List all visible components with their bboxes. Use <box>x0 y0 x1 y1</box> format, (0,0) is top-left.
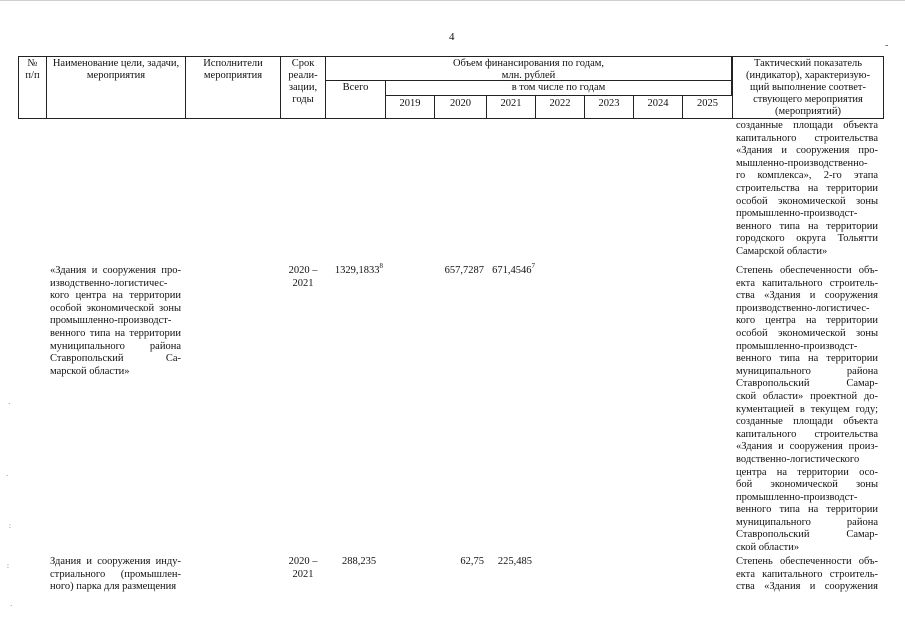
indicator-line: капитального строительства <box>736 132 878 144</box>
indicator-line: Ставропольский Самар- <box>736 378 878 390</box>
header-num: № п/п <box>18 56 47 119</box>
row3-total: 288,235 <box>342 556 377 567</box>
indicator-line: Степень обеспеченности объ- <box>736 556 878 567</box>
row2-2021 <box>488 261 535 278</box>
header-year-2024: 2024 <box>633 95 683 119</box>
name-line: марской области» <box>50 365 130 377</box>
scan-speck: : <box>7 562 9 570</box>
indicator-line: промышленно-производст- <box>736 491 858 503</box>
y2021-value: 671,4546 <box>492 265 532 276</box>
header-indicator: Тактический показатель (индикатор), характеризую- щий выполнение соответ- ствующего мероприятия (мероприятий) <box>732 56 884 119</box>
indicator-line: центра на территории осо- <box>736 466 878 478</box>
row2-name <box>50 265 181 378</box>
header-year-2021: 2021 <box>486 95 536 119</box>
indicator-line: муниципального района <box>736 365 878 377</box>
name-line: Здания и сооружения инду- <box>50 556 181 567</box>
header-year-2023: 2023 <box>584 95 634 119</box>
scan-speck: : <box>9 522 11 530</box>
name-line: особой экономической зоны <box>50 302 181 314</box>
indicator-line: Ставропольский Самар- <box>736 529 878 541</box>
indicator-line: венного типа на территории <box>736 353 878 365</box>
indicator-line: промышленно-производст- <box>736 340 858 352</box>
name-line: кого центра на территории <box>50 290 181 302</box>
name-line: стриального (промышлен- <box>50 568 181 580</box>
row2-term: 2020 – 2021 <box>288 265 318 289</box>
footnote-mark: 7 <box>531 261 535 270</box>
indicator-line: «Здания и сооружения про- <box>736 145 878 157</box>
indicator-line: промышленно-производст- <box>736 208 858 220</box>
row3-2021: 225,485 <box>497 556 532 567</box>
row3-indicator <box>736 556 878 594</box>
indicator-line: екта капитального строитель- <box>736 277 878 289</box>
indicator-line: мышленно-производственно- <box>736 157 868 169</box>
name-line: изводственно-логистичес- <box>50 277 168 289</box>
row3-2020: 62,75 <box>460 556 484 567</box>
indicator-line: ства «Здания и сооружения <box>736 290 878 302</box>
indicator-line: созданные площади объекта <box>736 120 878 131</box>
page-number: 4 <box>449 31 455 43</box>
total-value: 1329,1833 <box>334 265 380 276</box>
scan-speck: · <box>8 400 11 408</box>
row2-2020: 657,7287 <box>444 265 484 276</box>
name-line: «Здания и сооружения про- <box>50 265 181 276</box>
header-year-2020: 2020 <box>434 95 487 119</box>
header-term: Срок реали- зации, годы <box>280 56 326 119</box>
indicator-line: строительства на территории <box>736 182 878 194</box>
header-year-2019: 2019 <box>385 95 435 119</box>
indicator-line: Степень обеспеченности объ- <box>736 265 878 276</box>
indicator-line: ской области» проектной до- <box>736 390 878 402</box>
indicator-line: венного типа на территории <box>736 220 878 232</box>
indicator-line: «Здания и сооружения произ- <box>736 441 878 453</box>
header-name: Наименование цели, задачи, мероприятия <box>46 56 186 119</box>
indicator-line: бой экономической зоны <box>736 479 878 491</box>
header-year-2025: 2025 <box>682 95 733 119</box>
name-line: промышленно-производст- <box>50 315 172 327</box>
indicator-line: особой экономической зоны <box>736 195 878 207</box>
row1-indicator <box>736 120 878 259</box>
header-executors: Исполнители мероприятия <box>185 56 281 119</box>
indicator-line: ской области» <box>736 542 800 554</box>
indicator-line: Самарской области» <box>736 245 828 257</box>
indicator-line: производственно-логистичес- <box>736 302 870 314</box>
indicator-line: созданные площади объекта <box>736 416 878 428</box>
indicator-line: водственно-логистического <box>736 453 860 465</box>
indicator-line: кого центра на территории <box>736 315 878 327</box>
scan-top-edge <box>0 0 905 1</box>
header-funding: Объем финансирования по годам, млн. рублей <box>325 56 732 81</box>
indicator-line: муниципального района <box>736 516 878 528</box>
header-by-year: в том числе по годам <box>385 80 732 96</box>
indicator-line: венного типа на территории <box>736 504 878 516</box>
header-total: Всего <box>325 80 386 119</box>
indicator-line: го комплекса», 2-го этапа <box>736 170 878 182</box>
indicator-line: особой экономической зоны <box>736 327 878 339</box>
indicator-line: капитального строительства <box>736 428 878 440</box>
indicator-line: ства «Здания и сооружения <box>736 581 878 593</box>
name-line: венного типа на территории <box>50 327 181 339</box>
indicator-line: кументацией в текущем году; <box>736 403 878 415</box>
name-line: Ставропольский Са- <box>50 353 181 365</box>
row2-indicator <box>736 265 878 555</box>
indicator-line: городского округа Тольятти <box>736 233 878 245</box>
scan-speck: · <box>6 472 9 480</box>
name-line: муниципального района <box>50 340 181 352</box>
header-year-2022: 2022 <box>535 95 585 119</box>
name-line: ного) парка для размещения <box>50 581 177 593</box>
row3-term: 2020 – 2021 <box>288 556 318 580</box>
row2-total <box>326 261 383 278</box>
scan-artifact: - <box>885 40 889 51</box>
scan-speck: · <box>10 602 13 610</box>
indicator-line: екта капитального строитель- <box>736 568 878 580</box>
footnote-mark: 8 <box>379 261 383 270</box>
row3-name <box>50 556 181 594</box>
